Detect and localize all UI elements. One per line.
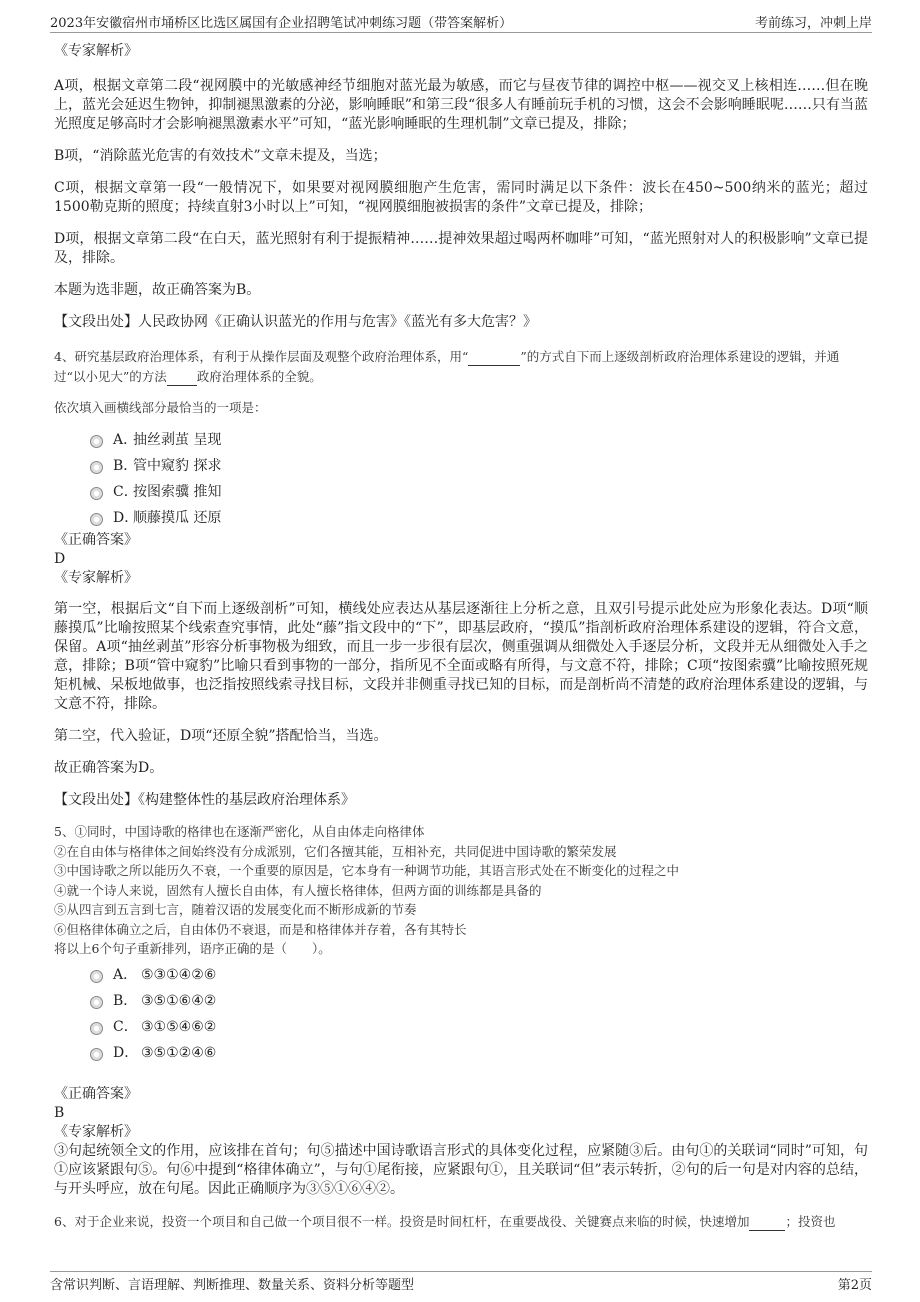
q5-sentence-3: ③中国诗歌之所以能历久不衰，一个重要的原因是，它本身有一种调节功能，其语言形式处在不断变化的过程之中 [54, 863, 680, 878]
q4-source: 【文段出处】《构建整体性的基层政府治理体系》 [54, 792, 355, 808]
q5-option-a[interactable]: A． ⑤③①④②⑥ [90, 963, 868, 989]
q6-stem-part2: ；投资也 [785, 1213, 836, 1229]
page-footer [50, 1271, 872, 1294]
q5-option-c[interactable]: C． ③①⑤④⑥② [90, 1015, 868, 1041]
q6-blank-1 [749, 1211, 785, 1231]
radio-icon[interactable] [90, 435, 103, 448]
page-header [50, 10, 872, 33]
q5-sentence-5: ⑤从四言到五言到七言，随着汉语的发展变化而不断形成新的节奏 [54, 902, 417, 917]
q4-option-a[interactable]: A． 抽丝剥茧 呈现 [90, 427, 868, 453]
q4-analysis-label: 《专家解析》 [54, 570, 138, 586]
q5-analysis-label: 《专家解析》 [54, 1123, 138, 1140]
q5-answer-label: 《正确答案》 [54, 1085, 138, 1102]
header-title: 2023年安徽宿州市埇桥区比选区属国有企业招聘笔试冲刺练习题（带答案解析） [50, 15, 513, 31]
radio-icon[interactable] [90, 1048, 103, 1061]
q4-blank-1 [468, 346, 520, 366]
page-content [54, 42, 868, 1231]
q4-option-b[interactable]: B． 管中窥豹 探求 [90, 453, 868, 479]
q4-stem-part3: 政府治理体系的全貌。 [196, 369, 322, 384]
q5-answer: B [54, 1104, 65, 1121]
q3-analysis-c: C项，根据文章第一段“一般情况下，如果要对视网膜细胞产生危害，需同时满足以下条件：波长在450~500纳米的蓝光；超过1500勒克斯的照度；持续直射3小时以上”可知，“视网膜细胞被损害的条件”文章已提及，排除； [54, 180, 868, 215]
q5-options [90, 963, 868, 1067]
q3-conclusion: 本题为选非题，故正确答案为B。 [54, 282, 261, 298]
radio-icon[interactable] [90, 487, 103, 500]
q5-sentence-2: ②在自由体与格律体之间始终没有分成派别，它们各擅其能，互相补充，共同促进中国诗歌的繁荣发展 [54, 843, 617, 859]
q5-prompt: 将以上6个句子重新排列，语序正确的是（ ）。 [54, 941, 331, 956]
q5-analysis: ③句起统领全文的作用，应该排在首句；句⑤描述中国诗歌语言形式的具体变化过程，应紧随③后。由句①的关联词“同时”可知，句①应该紧跟句⑤。句⑥中提到“格律体确立”，与句①尾衔接，应紧跟句①，且关联词“但”表示转折，②句的后一句是对内容的总结，与开头呼应，放在句尾。因此正确顺序为③⑤①⑥④②。 [54, 1142, 868, 1197]
q4-analysis-2: 第二空，代入验证，D项“还原全貌”搭配恰当，当选。 [54, 728, 388, 744]
q5-option-d[interactable]: D． ③⑤①②④⑥ [90, 1041, 868, 1067]
q4-stem [54, 346, 868, 386]
q4-blank-2 [167, 366, 197, 386]
q4-stem-part2: ”的方式自下而上逐级剖析政府治理体系建设的逻辑，并通过“以小见大”的方法 [54, 349, 840, 384]
q3-analysis-b: B项，“消除蓝光危害的有效技术”文章未提及，当选； [54, 148, 387, 164]
radio-icon[interactable] [90, 970, 103, 983]
q5-sentence-4: ④就一个诗人来说，固然有人擅长自由体，有人擅长格律体，但两方面的训练都是具备的 [54, 882, 542, 898]
q3-source: 【文段出处】人民政协网《正确认识蓝光的作用与危害》《蓝光有多大危害？》 [54, 314, 537, 330]
radio-icon[interactable] [90, 513, 103, 526]
q3-analysis-d: D项，根据文章第二段“在白天，蓝光照射有利于提振精神……提神效果超过喝两杯咖啡”可知，“蓝光照射对人的积极影响”文章已提及，排除。 [54, 231, 868, 266]
q4-answer: D [54, 551, 66, 567]
radio-icon[interactable] [90, 996, 103, 1009]
q4-option-d[interactable]: D． 顺藤摸瓜 还原 [90, 505, 868, 531]
q6-stem [54, 1211, 868, 1231]
q4-options [90, 427, 868, 531]
q4-answer-label: 《正确答案》 [54, 532, 138, 548]
q4-prompt: 依次填入画横线部分最恰当的一项是： [54, 400, 267, 415]
q3-analysis-label: 《专家解析》 [54, 43, 138, 59]
q4-option-c[interactable]: C． 按图索骥 推知 [90, 479, 868, 505]
q6-stem-part1: 6、对于企业来说，投资一个项目和自己做一个项目很不一样。投资是时间杠杆，在重要战役、关键赛点来临的时候，快速增加 [54, 1213, 750, 1229]
radio-icon[interactable] [90, 461, 103, 474]
q4-analysis-1: 第一空，根据后文“自下而上逐级剖析”可知，横线处应表达从基层逐渐往上分析之意，且双引号提示此处应为形象化表达。D项“顺藤摸瓜”比喻按照某个线索查究事情，此处“藤”指文段中的“下”，即基层政府，“摸瓜”指剖析政府治理体系建设的逻辑，符合文意，保留。A项“抽丝剥茧”形容分析事物极为细致，而且一步一步很有层次，侧重强调从细微处入手逐层分析，文段并无从细微处入手之意，排除；B项“管中窥豹”比喻只看到事物的一部分，指所见不全面或略有所得，与文意不符，排除；C项“按图索骥”比喻按照死规矩机械、呆板地做事，也泛指按照线索寻找目标，文段并非侧重寻找已知的目标，而是剖析尚不清楚的政府治理体系建设的逻辑，与文意不符，排除。 [54, 601, 868, 712]
radio-icon[interactable] [90, 1022, 103, 1035]
footer-note: 含常识判断、言语理解、判断推理、数量关系、资料分析等题型 [50, 1277, 415, 1293]
q4-conclusion: 故正确答案为D。 [54, 760, 164, 776]
page-number: 第2页 [837, 1277, 872, 1293]
q5-sentence-1: 5、①同时，中国诗歌的格律也在逐渐严密化，从自由体走向格律体 [54, 824, 425, 839]
q3-analysis-a: A项，根据文章第二段“视网膜中的光敏感神经节细胞对蓝光最为敏感，而它与昼夜节律的调控中枢——视交叉上核相连……但在晚上，蓝光会延迟生物钟，抑制褪黑激素的分泌，影响睡眠”和第三段“很多人有睡前玩手机的习惯，这会不会影响睡眠呢……只有当蓝光照度足够高时才会影响褪黑激素水平”可知，“蓝光影响睡眠的生理机制”文章已提及，排除； [54, 78, 868, 132]
header-slogan: 考前练习，冲刺上岸 [754, 15, 872, 31]
q5-sentence-6: ⑥但格律体确立之后，自由体仍不衰退，而是和格律体并存着，各有其特长 [54, 921, 467, 937]
q5-option-b[interactable]: B． ③⑤①⑥④② [90, 989, 868, 1015]
q4-stem-part1: 4、研究基层政府治理体系，有利于从操作层面及观整个政府治理体系，用“ [54, 349, 469, 364]
